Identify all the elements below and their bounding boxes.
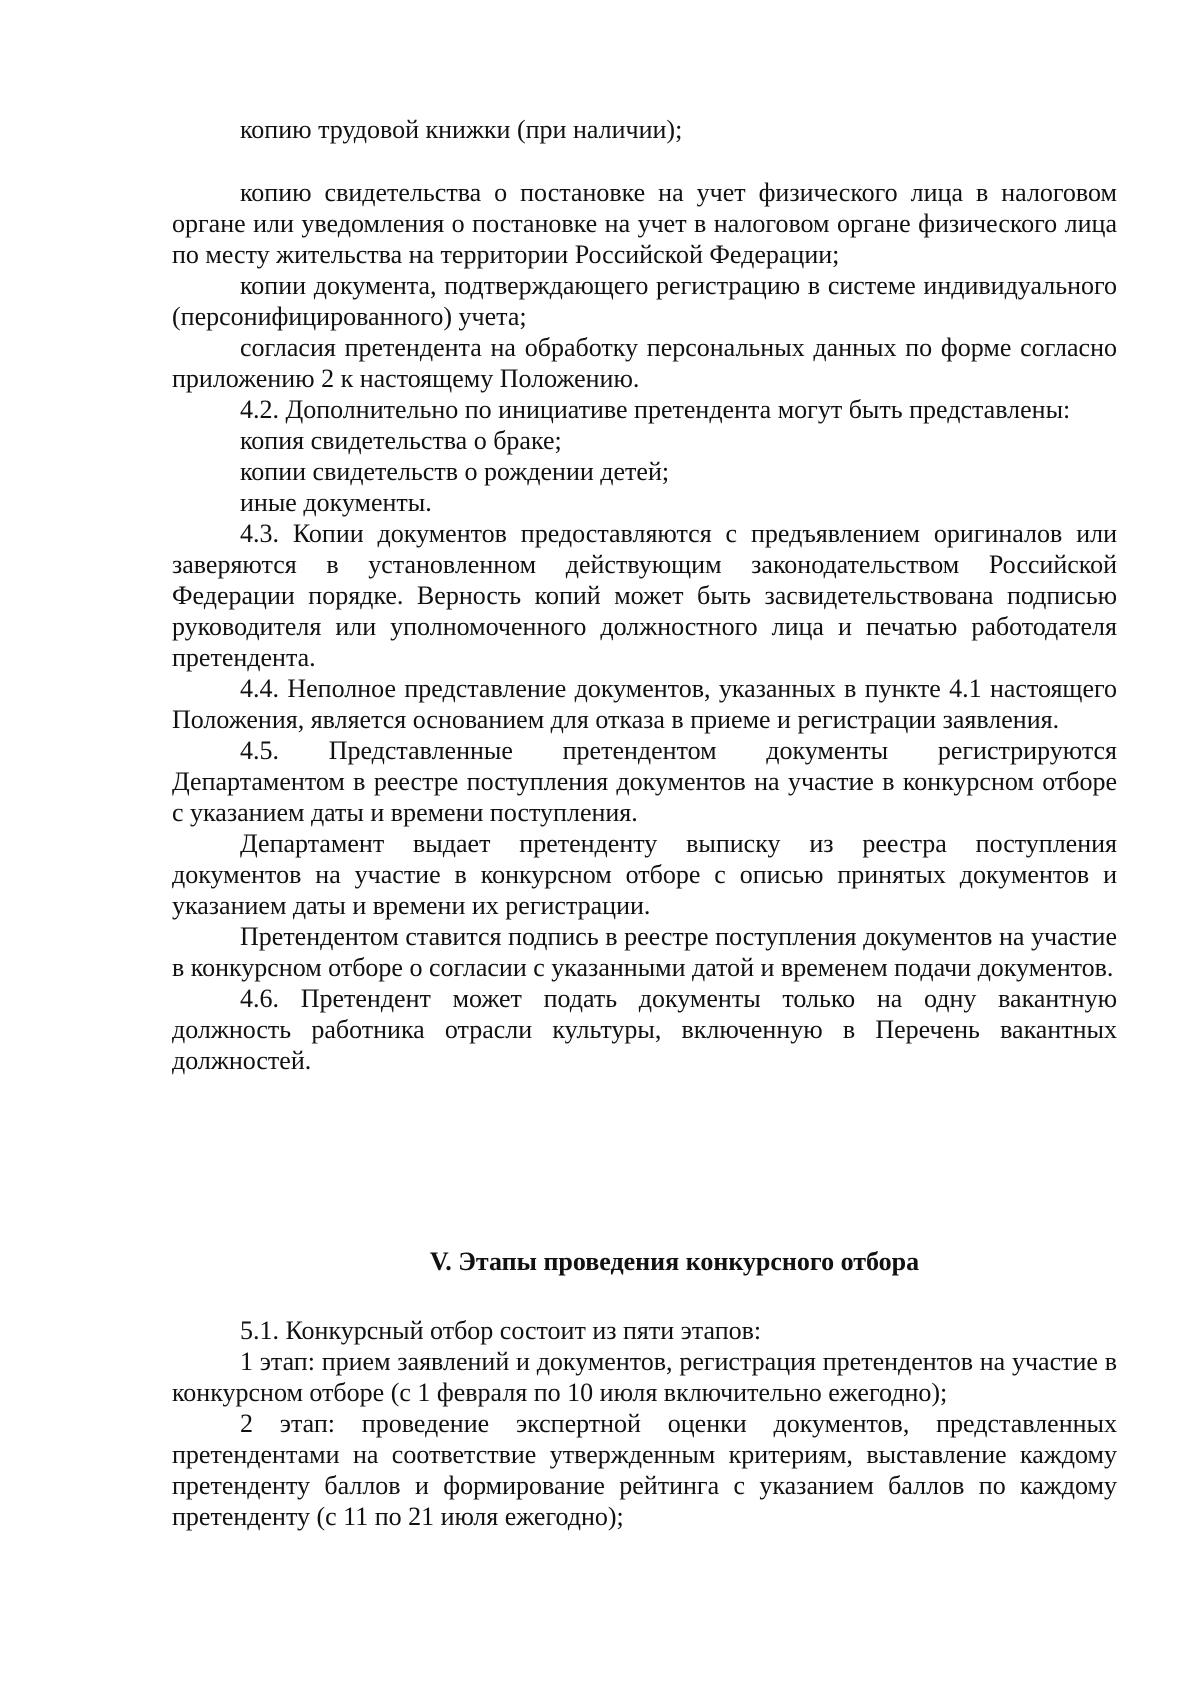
section5-paragraph-block (172, 1315, 1117, 1532)
top-paragraph-block (172, 114, 1117, 145)
paragraph: копии свидетельств о рождении детей; (240, 457, 670, 486)
paragraph: Департамент выдает претенденту выписку из реестра поступления документов на участие в конкурсном отборе с описью принятых документов и указанием даты и времени их регистрации. (172, 829, 1117, 920)
paragraph: Претендентом ставится подпись в реестре поступления документов на участие в конкурсном отборе о согласии с указанными датой и временем подачи документов. (172, 922, 1117, 982)
paragraph: копии документа, подтверждающего регистрацию в системе индивидуального (персонифицированного) учета; (172, 271, 1117, 331)
paragraph: 2 этап: проведение экспертной оценки документов, представленных претендентами на соответствие утвержденным критериям, выставление каждому претенденту баллов и формирование рейтинга с указанием баллов по каждому претенденту (с 11 по 21 июля ежегодно); (172, 1409, 1117, 1531)
paragraph: 4.6. Претендент может подать документы только на одну вакантную должность работника отрасли культуры, включенную в Перечень вакантных должностей. (172, 984, 1117, 1075)
paragraph: 4.2. Дополнительно по инициативе претендента могут быть представлены: (240, 395, 1071, 424)
paragraph: 4.4. Неполное представление документов, указанных в пункте 4.1 настоящего Положения, является основанием для отказа в приеме и регистрации заявления. (172, 674, 1117, 734)
paragraph: копию трудовой книжки (при наличии); (240, 115, 683, 144)
section-heading-block (172, 1246, 1117, 1277)
paragraph: согласия претендента на обработку персональных данных по форме согласно приложению 2 к настоящему Положению. (172, 333, 1117, 393)
paragraph: 5.1. Конкурсный отбор состоит из пяти этапов: (240, 1316, 762, 1345)
paragraph: копию свидетельства о постановке на учет физического лица в налоговом органе или уведомления о постановке на учет в налоговом органе физического лица по месту жительства на территории Российской Федерации; (172, 178, 1117, 269)
paragraph: 4.5. Представленные претендентом документы регистрируются Департаментом в реестре поступления документов на участие в конкурсном отборе с указанием даты и времени поступления. (172, 736, 1117, 827)
main-paragraph-block (172, 177, 1117, 1076)
paragraph: 1 этап: прием заявлений и документов, регистрация претендентов на участие в конкурсном отборе (с 1 февраля по 10 июля включительно ежегодно); (172, 1347, 1117, 1407)
paragraph: 4.3. Копии документов предоставляются с предъявлением оригиналов или заверяются в установленном действующим законодательством Российской Федерации порядке. Верность копий может быть засвидетельствована подписью руководителя или уполномоченного должностного лица и печатью работодателя претендента. (172, 519, 1117, 672)
paragraph: копия свидетельства о браке; (240, 426, 562, 455)
paragraph: иные документы. (240, 488, 432, 517)
section-heading: V. Этапы проведения конкурсного отбора (429, 1247, 920, 1276)
